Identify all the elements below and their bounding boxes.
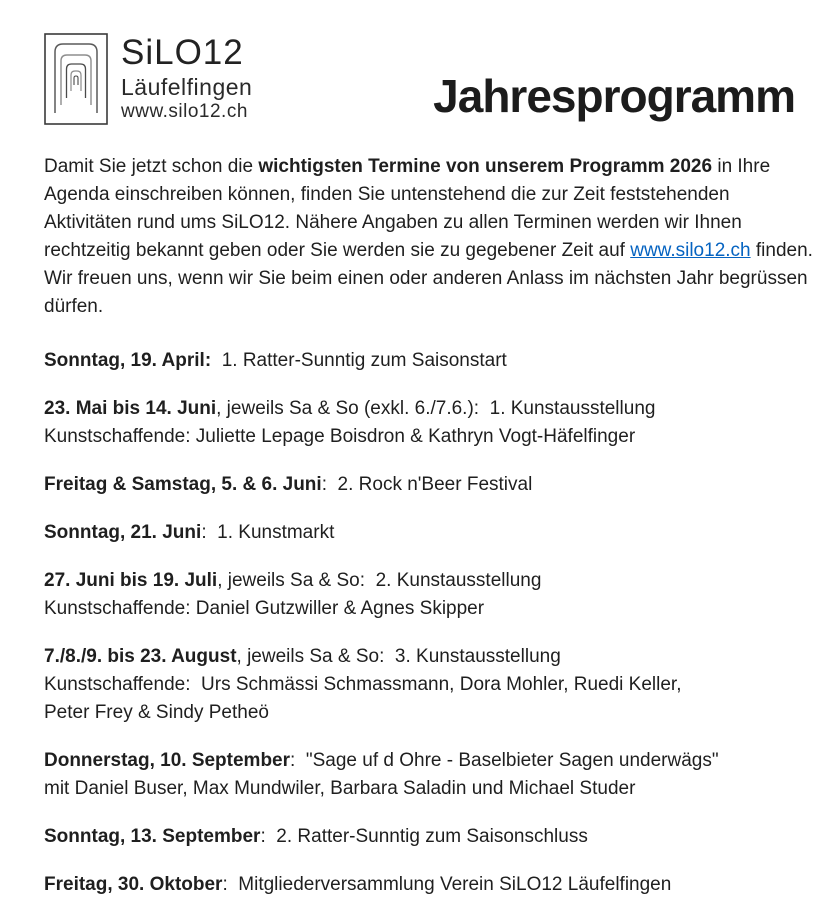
event-list bbox=[44, 347, 819, 899]
event-performers: mit Daniel Buser, Max Mundwiler, Barbara Saladin und Michael Studer bbox=[44, 778, 636, 799]
event-item bbox=[44, 395, 819, 451]
page-title: Jahresprogramm bbox=[433, 70, 795, 122]
event-date: Freitag & Samstag, 5. & 6. Juni bbox=[44, 474, 322, 495]
event-artists: Kunstschaffende: Daniel Gutzwiller & Agnes Skipper bbox=[44, 598, 485, 619]
event-description: : "Sage uf d Ohre - Baselbieter Sagen underwägs" bbox=[290, 750, 719, 771]
event-item bbox=[44, 823, 819, 851]
event-date: Freitag, 30. Oktober bbox=[44, 874, 223, 895]
event-description: , jeweils Sa & So: 2. Kunstausstellung bbox=[217, 570, 542, 591]
event-description: , jeweils Sa & So (exkl. 6./7.6.): 1. Kunstausstellung bbox=[216, 398, 656, 419]
event-date: Sonntag, 21. Juni bbox=[44, 522, 202, 543]
intro-bold-text: wichtigsten Termine von unserem Programm 2026 bbox=[258, 156, 713, 177]
silo12-link[interactable]: www.silo12.ch bbox=[630, 240, 751, 261]
event-item bbox=[44, 471, 819, 499]
silo-tunnel-logo-icon bbox=[44, 33, 108, 125]
event-item bbox=[44, 747, 819, 803]
event-item bbox=[44, 347, 819, 375]
event-description: : 1. Kunstmarkt bbox=[201, 522, 335, 543]
event-date: 27. Juni bis 19. Juli bbox=[44, 570, 218, 591]
event-date: Donnerstag, 10. September bbox=[44, 750, 291, 771]
logo-name: SiLO12 bbox=[121, 33, 244, 72]
logo-text bbox=[121, 33, 252, 123]
event-date: 23. Mai bis 14. Juni bbox=[44, 398, 217, 419]
event-item bbox=[44, 871, 819, 899]
event-description: 1. Ratter-Sunntig zum Saisonstart bbox=[211, 350, 507, 371]
intro-text: Damit Sie jetzt schon die bbox=[44, 156, 259, 177]
event-artists: Peter Frey & Sindy Petheö bbox=[44, 702, 269, 723]
logo bbox=[44, 33, 252, 125]
intro-text: in Ihre Agenda einschreiben können, finden Sie untenstehend die zur Zeit feststehenden Aktivitäten rund ums SiLO12. Nähere Angaben zu allen Terminen werden wir Ihnen rechtzeitig bekannt geben oder Sie werden sie zu gegebener Zeit auf bbox=[44, 156, 775, 261]
event-date: Sonntag, 19. April: bbox=[44, 350, 212, 371]
event-date: 7./8./9. bis 23. August bbox=[44, 646, 237, 667]
event-artists: Kunstschaffende: Juliette Lepage Boisdron & Kathryn Vogt-Häfelfinger bbox=[44, 426, 636, 447]
event-description: : 2. Rock n'Beer Festival bbox=[321, 474, 533, 495]
event-item bbox=[44, 519, 819, 547]
logo-url: www.silo12.ch bbox=[121, 101, 248, 122]
event-description: : Mitgliederversammlung Verein SiLO12 Läufelfingen bbox=[222, 874, 672, 895]
event-description: , jeweils Sa & So: 3. Kunstausstellung bbox=[236, 646, 561, 667]
event-item bbox=[44, 643, 819, 727]
event-description: : 2. Ratter-Sunntig zum Saisonschluss bbox=[260, 826, 588, 847]
intro-text: finden. Wir freuen uns, wenn wir Sie beim einen oder anderen Anlass im nächsten Jahr begrüssen dürfen. bbox=[44, 240, 819, 317]
event-artists: Kunstschaffende: Urs Schmässi Schmassmann, Dora Mohler, Ruedi Keller, bbox=[44, 674, 682, 695]
event-date: Sonntag, 13. September bbox=[44, 826, 261, 847]
header bbox=[44, 33, 812, 133]
logo-town: Läufelfingen bbox=[121, 74, 253, 100]
event-item bbox=[44, 567, 819, 623]
intro-paragraph bbox=[44, 153, 819, 321]
